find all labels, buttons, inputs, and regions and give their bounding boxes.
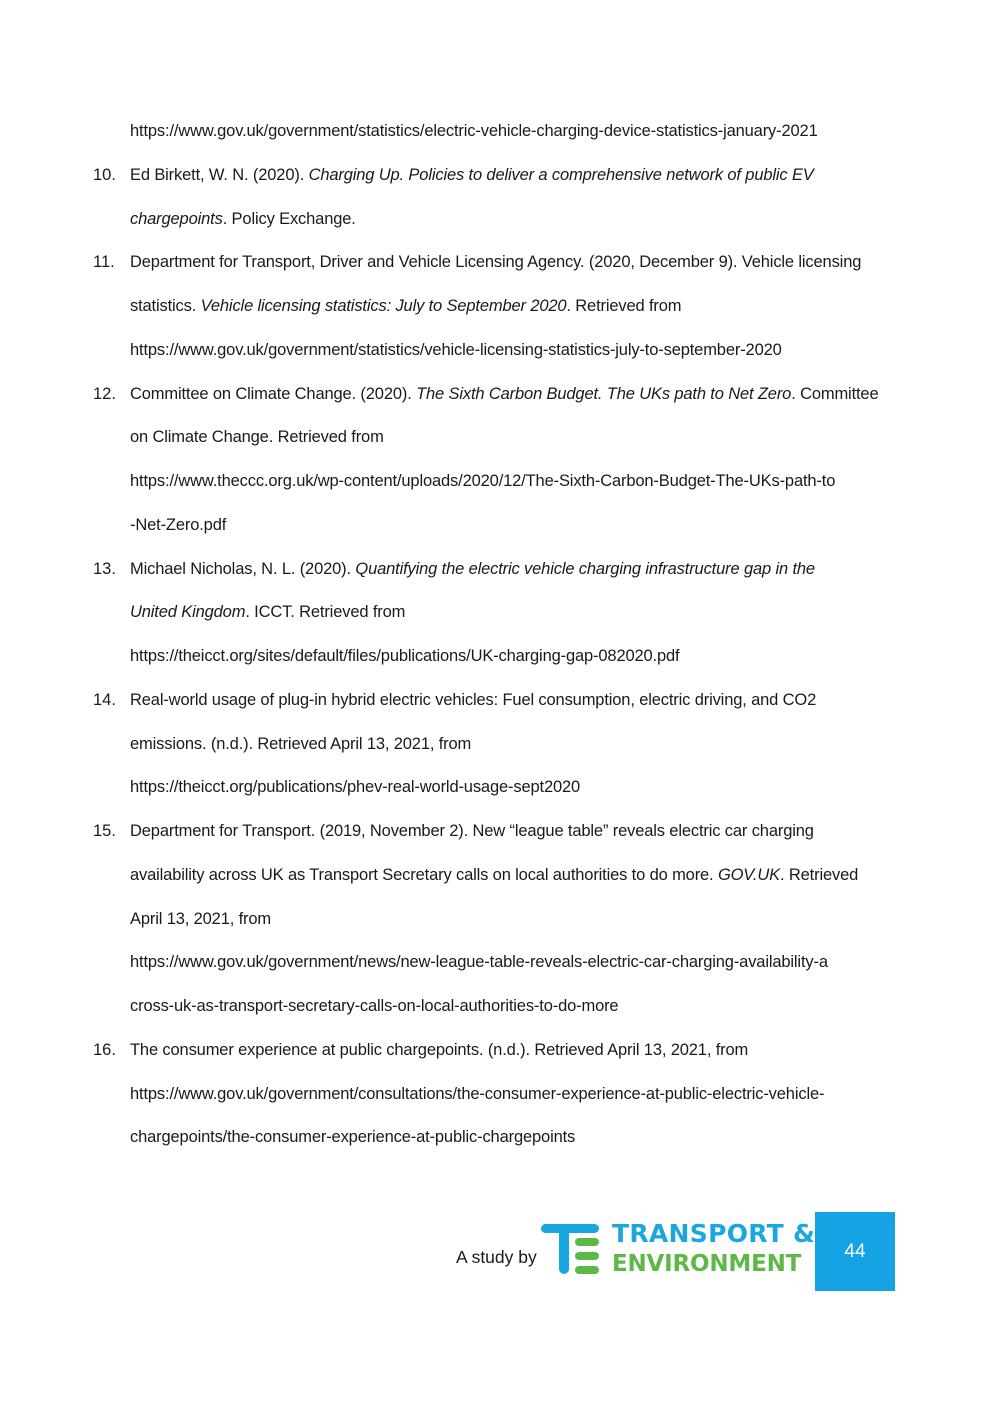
reference-10-line-1: Ed Birkett, W. N. (2020). Charging Up. Policies to deliver a comprehensive network of public EV [130, 166, 814, 184]
reference-12-url-2: -Net-Zero.pdf [130, 516, 227, 534]
reference-11-url: https://www.gov.uk/government/statistics/vehicle-licensing-statistics-july-to-september-2020 [130, 341, 782, 359]
reference-16-line-1: The consumer experience at public chargepoints. (n.d.). Retrieved April 13, 2021, from [130, 1041, 749, 1059]
brand-logo-text [612, 1219, 816, 1280]
reference-12-line-2: on Climate Change. Retrieved from [130, 428, 384, 446]
logo-text-transport: TRANSPORT & [612, 1219, 816, 1248]
reference-12-line-1: Committee on Climate Change. (2020). The Sixth Carbon Budget. The UKs path to Net Zero. Committee [130, 385, 879, 403]
logo-text-environment: ENVIRONMENT [612, 1251, 802, 1277]
reference-9-url: https://www.gov.uk/government/statistics/electric-vehicle-charging-device-statistics-january-2021 [130, 122, 818, 140]
reference-13-line-1: Michael Nicholas, N. L. (2020). Quantifying the electric vehicle charging infrastructure gap in the [130, 560, 815, 578]
reference-11-line-1: Department for Transport, Driver and Vehicle Licensing Agency. (2020, December 9). Vehicle licensing [130, 253, 862, 271]
reference-11-line-2: statistics. Vehicle licensing statistics: July to September 2020. Retrieved from [130, 297, 682, 315]
reference-10-number: 10. [93, 166, 116, 184]
reference-16-url-1: https://www.gov.uk/government/consultations/the-consumer-experience-at-public-electric-vehicle- [130, 1085, 825, 1103]
reference-16-number: 16. [93, 1041, 116, 1059]
reference-13-number: 13. [93, 560, 116, 578]
reference-15-url-2: cross-uk-as-transport-secretary-calls-on-local-authorities-to-do-more [130, 997, 619, 1015]
reference-14-line-2: emissions. (n.d.). Retrieved April 13, 2021, from [130, 735, 472, 753]
reference-16-url-2: chargepoints/the-consumer-experience-at-public-chargepoints [130, 1128, 576, 1146]
reference-11-number: 11. [93, 253, 115, 271]
study-by-label: A study by [456, 1247, 537, 1267]
reference-14-number: 14. [93, 691, 116, 709]
page-footer [0, 1212, 993, 1292]
reference-15-line-2: availability across UK as Transport Secretary calls on local authorities to do more. GOV.UK. Retrieved [130, 866, 859, 884]
reference-12-url-1: https://www.theccc.org.uk/wp-content/uploads/2020/12/The-Sixth-Carbon-Budget-The-UKs-path-to [130, 472, 836, 490]
reference-15-line-3: April 13, 2021, from [130, 910, 271, 928]
reference-15-url-1: https://www.gov.uk/government/news/new-league-table-reveals-electric-car-charging-availability-a [130, 953, 828, 971]
reference-13-url: https://theicct.org/sites/default/files/publications/UK-charging-gap-082020.pdf [130, 647, 680, 665]
reference-15-number: 15. [93, 822, 116, 840]
reference-12-number: 12. [93, 385, 116, 403]
transport-environment-logo-icon [541, 1224, 601, 1276]
reference-14-line-1: Real-world usage of plug-in hybrid electric vehicles: Fuel consumption, electric driving, and CO2 [130, 691, 817, 709]
reference-15-line-1: Department for Transport. (2019, November 2). New “league table” reveals electric car charging [130, 822, 814, 840]
reference-13-line-2: United Kingdom. ICCT. Retrieved from [130, 603, 406, 621]
reference-14-url: https://theicct.org/publications/phev-real-world-usage-sept2020 [130, 778, 581, 796]
reference-10-line-2: chargepoints. Policy Exchange. [130, 210, 356, 228]
page-number: 44 [815, 1212, 895, 1291]
